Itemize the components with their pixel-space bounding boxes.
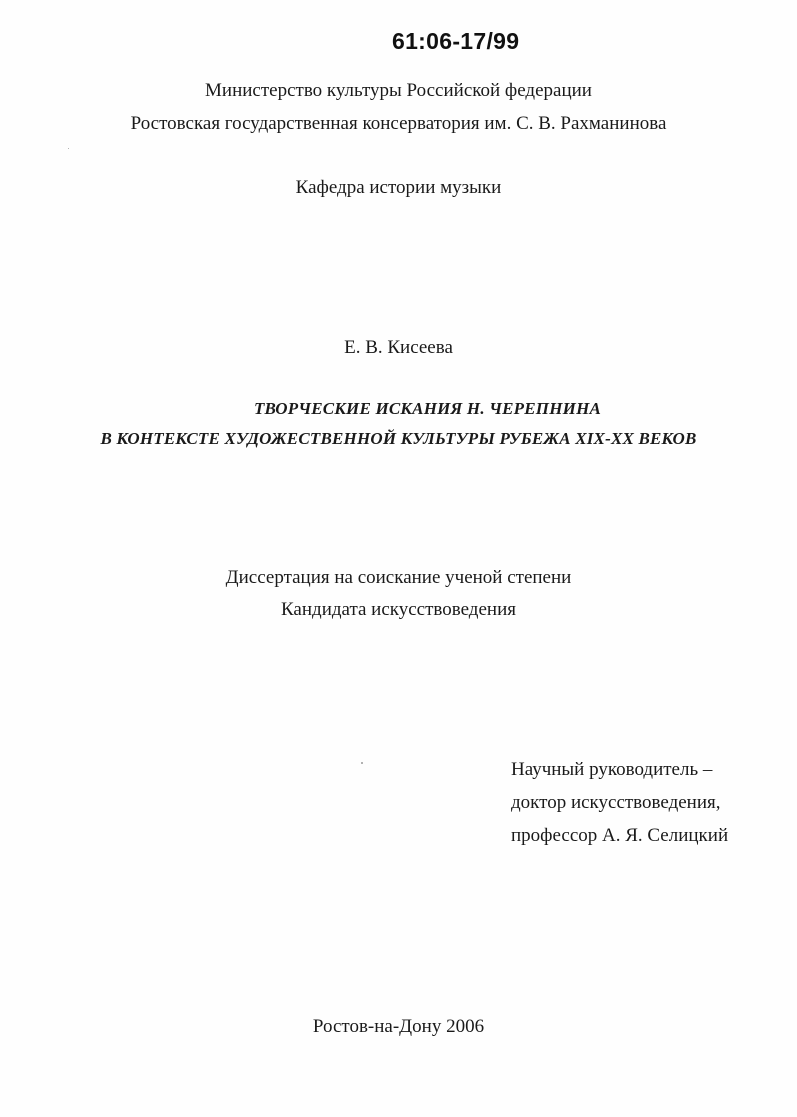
supervisor-line-2: доктор искусствоведения, xyxy=(511,792,721,813)
degree-line-2: Кандидата искусствоведения xyxy=(281,599,516,620)
ministry-line: Министерство культуры Российской федерации xyxy=(205,80,592,101)
author-name: Е. В. Кисеева xyxy=(344,337,453,358)
supervisor-line-1: Научный руководитель – xyxy=(511,759,713,780)
degree-line-1: Диссертация на соискание ученой степени xyxy=(225,567,572,588)
city-year: Ростов-на-Дону 2006 xyxy=(312,1016,485,1037)
department-line: Кафедра истории музыки xyxy=(295,177,502,198)
dissertation-title-line-2: В КОНТЕКСТЕ ХУДОЖЕСТВЕННОЙ КУЛЬТУРЫ РУБЕЖА XIX-XX ВЕКОВ xyxy=(100,429,697,448)
supervisor-line-3: профессор А. Я. Селицкий xyxy=(511,825,729,846)
dissertation-title-line-1: ТВОРЧЕСКИЕ ИСКАНИЯ Н. ЧЕРЕПНИНА xyxy=(253,399,602,418)
catalog-stamp: 61:06-17/99 xyxy=(392,28,520,54)
institution-line: Ростовская государственная консерватория им. С. В. Рахманинова xyxy=(130,113,667,134)
scan-speck xyxy=(68,148,69,149)
scan-speck xyxy=(361,762,363,764)
